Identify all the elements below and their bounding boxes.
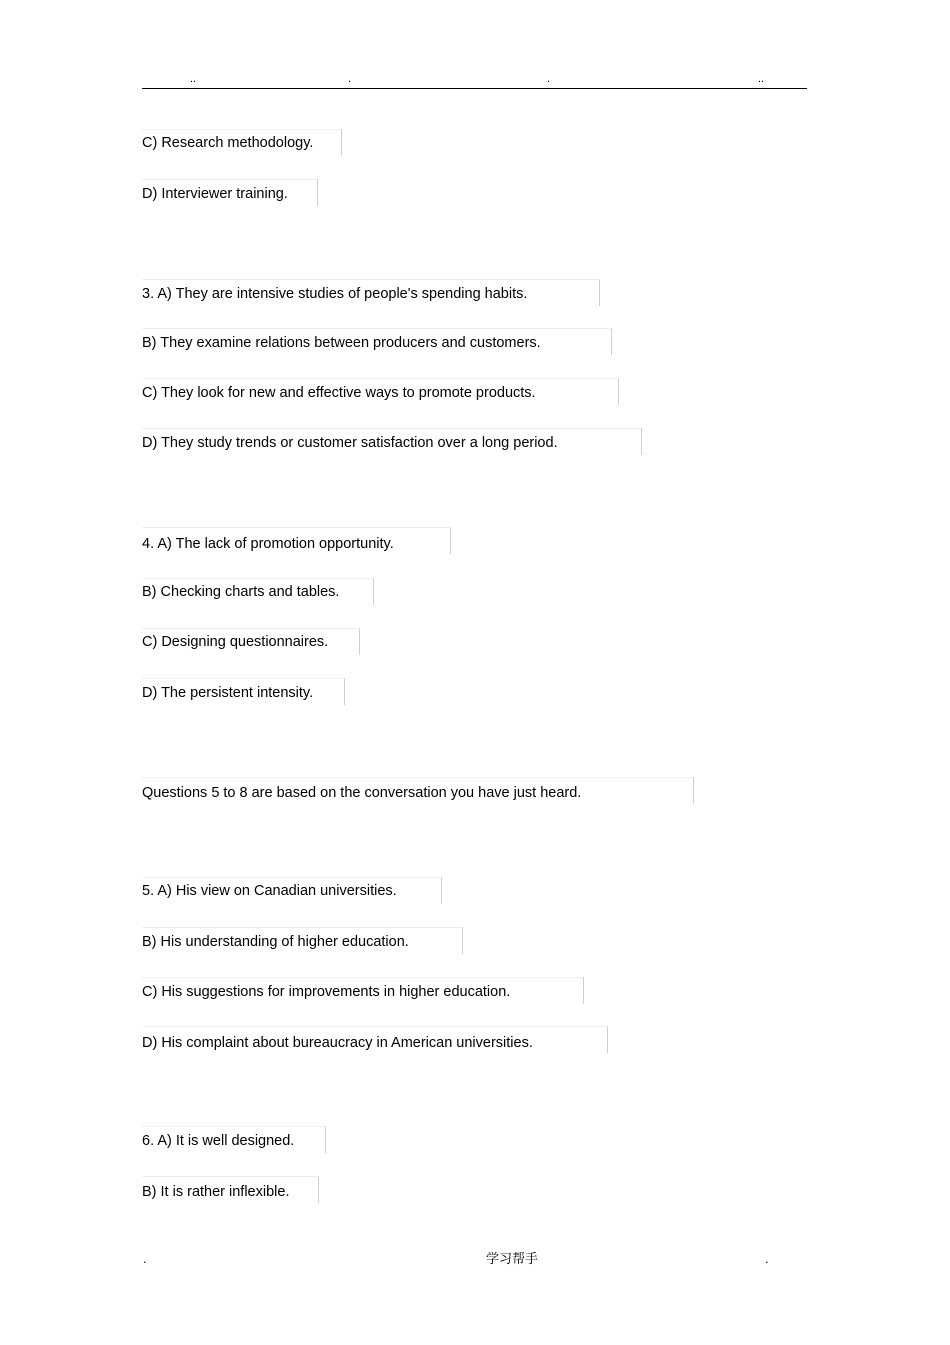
- q3-option-d: D) They study trends or customer satisfaction over a long period.: [142, 435, 558, 451]
- q6-option-a: 6. A) It is well designed.: [142, 1133, 295, 1149]
- header-mark-3: .: [547, 73, 551, 85]
- q3-option-c: C) They look for new and effective ways to promote products.: [142, 385, 536, 401]
- q3-option-b: B) They examine relations between producers and customers.: [142, 335, 541, 351]
- q2-option-c: C) Research methodology.: [142, 135, 314, 151]
- header-rule: [142, 88, 807, 89]
- q4-option-d: D) The persistent intensity.: [142, 685, 314, 701]
- q4-option-a: 4. A) The lack of promotion opportunity.: [142, 536, 394, 552]
- q5-option-b: B) His understanding of higher education.: [142, 934, 409, 950]
- footer-right-mark: .: [765, 1251, 769, 1266]
- q5-option-d: D) His complaint about bureaucracy in American universities.: [142, 1035, 533, 1051]
- q6-option-b: B) It is rather inflexible.: [142, 1184, 290, 1200]
- header-mark-4: ..: [758, 73, 765, 85]
- q3-option-a: 3. A) They are intensive studies of people's spending habits.: [142, 286, 528, 302]
- header-mark-2: .: [348, 73, 352, 85]
- q4-option-c: C) Designing questionnaires.: [142, 634, 329, 650]
- footer-left-mark: .: [143, 1251, 147, 1266]
- q5-option-c: C) His suggestions for improvements in higher education.: [142, 984, 511, 1000]
- q5-option-a: 5. A) His view on Canadian universities.: [142, 883, 397, 899]
- section-instruction: Questions 5 to 8 are based on the conversation you have just heard.: [142, 785, 582, 801]
- q2-option-d: D) Interviewer training.: [142, 186, 288, 202]
- footer-title: 学习帮手: [486, 1251, 539, 1266]
- header-mark-1: ..: [190, 73, 197, 85]
- q4-option-b: B) Checking charts and tables.: [142, 584, 340, 600]
